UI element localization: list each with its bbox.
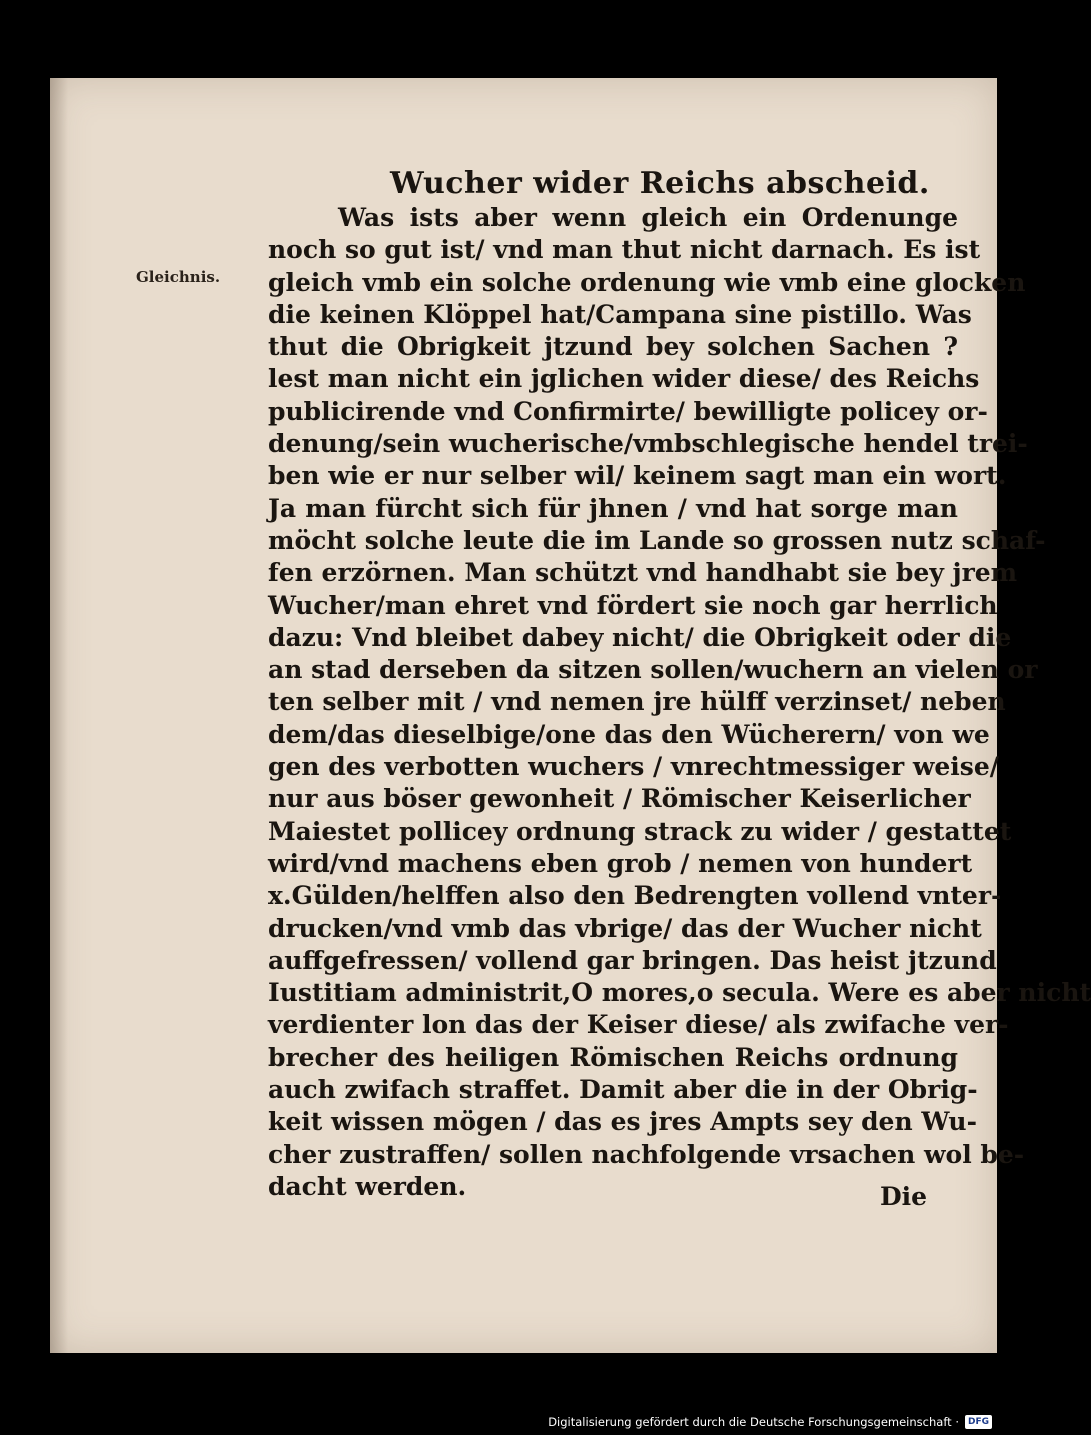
dfg-logo: DFG — [965, 1415, 992, 1429]
text-line: Iustitiam administrit,O mores,o secula. Were es aber nicht — [268, 978, 1091, 1008]
text-line: thut die Obrigkeit jtzund bey solchen Sachen ? — [268, 332, 958, 362]
text-line: denung/sein wucherische/vmbschlegische hendel trei- — [268, 429, 1028, 459]
text-line: Wucher/man ehret vnd fördert sie noch gar herrlich — [268, 590, 998, 620]
text-line: cher zustraffen/ sollen nachfolgende vrsachen wol be- — [268, 1139, 1025, 1169]
text-line: lest man nicht ein jglichen wider diese/ des Reichs — [268, 364, 980, 394]
text-line: an stad derseben da sitzen sollen/wuchern an vielen or — [268, 655, 1038, 685]
footer-credit — [548, 1415, 992, 1429]
text-line: nur aus böser gewonheit / Römischer Keiserlicher — [268, 784, 971, 814]
marginal-note: Gleichnis. — [136, 268, 221, 286]
running-heading: Wucher wider Reichs abscheid. — [390, 166, 930, 201]
text-line: wird/vnd machens eben grob / nemen von hundert — [268, 848, 973, 878]
text-line: auffgefressen/ vollend gar bringen. Das heist jtzund — [268, 945, 997, 975]
catchword: Die — [880, 1182, 928, 1211]
text-line: keit wissen mögen / das es jres Ampts sey den Wu- — [268, 1107, 977, 1137]
text-line: dem/das dieselbige/one das den Wücherern/ von we — [268, 719, 990, 749]
text-line: ben wie er nur selber wil/ keinem sagt man ein wort. — [268, 461, 1007, 491]
text-line: möcht solche leute die im Lande so grossen nutz schaf- — [268, 525, 1046, 555]
text-line: Maiestet pollicey ordnung strack zu wider / gestattet — [268, 816, 1012, 846]
body-text — [268, 202, 1091, 1203]
text-line: auch zwifach straffet. Damit aber die in der Obrig- — [268, 1075, 978, 1105]
text-line: brecher des heiligen Römischen Reichs ordnung — [268, 1042, 958, 1072]
text-line: noch so gut ist/ vnd man thut nicht darnach. Es ist — [268, 235, 981, 265]
funding-credit-text: Digitalisierung gefördert durch die Deutsche Forschungsgemeinschaft · — [548, 1415, 959, 1429]
text-line: Was ists aber wenn gleich ein Ordenunge — [338, 203, 958, 232]
text-line: publicirende vnd Confirmirte/ bewilligte policey or- — [268, 396, 988, 426]
text-line: gen des verbotten wuchers / vnrechtmessiger weise/ — [268, 752, 999, 782]
text-line: dazu: Vnd bleibet dabey nicht/ die Obrigkeit oder die — [268, 622, 1012, 652]
text-line: gleich vmb ein solche ordenung wie vmb eine glocken — [268, 267, 1026, 297]
text-line: die keinen Klöppel hat/Campana sine pistillo. Was — [268, 299, 972, 329]
text-line: ten selber mit / vnd nemen jre hülff verzinset/ neben — [268, 687, 1006, 717]
book-page — [50, 78, 1091, 1353]
text-line: Ja man fürcht sich für jhnen / vnd hat sorge man — [268, 493, 958, 523]
text-line: fen erzörnen. Man schützt vnd handhabt sie bey jrem — [268, 558, 1018, 588]
text-line: drucken/vnd vmb das vbrige/ das der Wucher nicht — [268, 913, 982, 943]
text-line: verdienter lon das der Keiser diese/ als zwifache ver- — [268, 1010, 1009, 1040]
text-line: x.Gülden/helffen also den Bedrengten vollend vnter- — [268, 881, 1002, 911]
text-line: dacht werden. — [268, 1171, 467, 1201]
